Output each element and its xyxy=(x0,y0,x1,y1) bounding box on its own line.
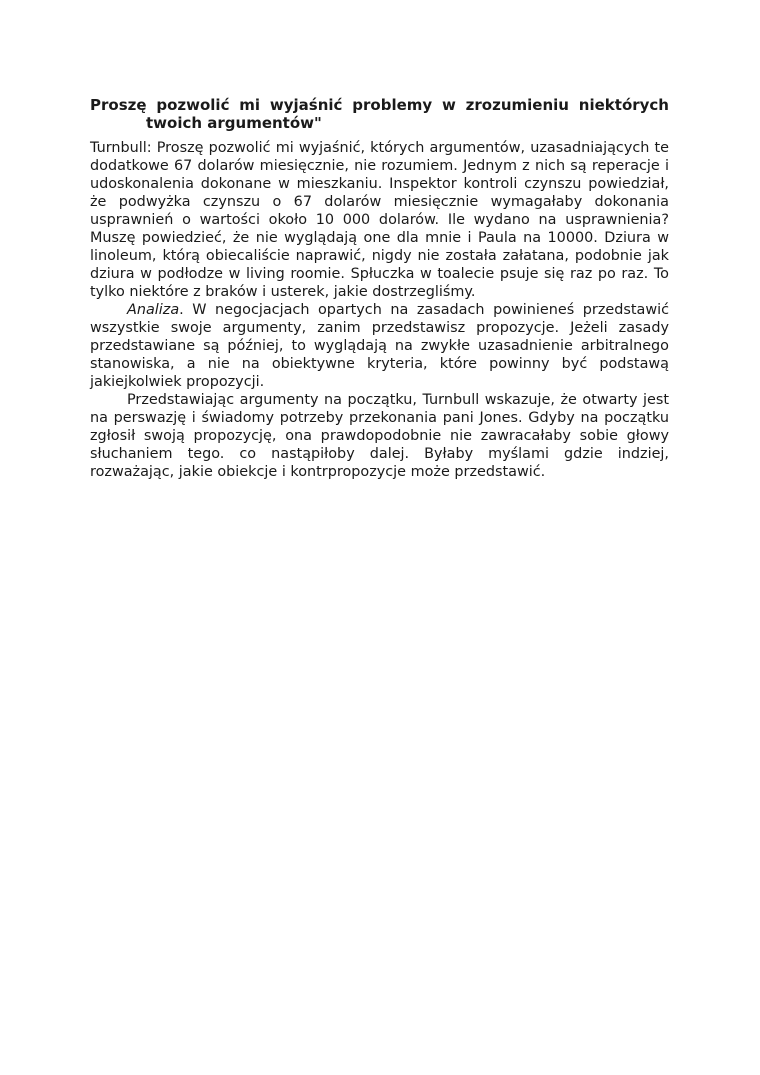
analiza-label: Analiza xyxy=(127,302,180,318)
document-title-line-1: Proszę pozwolić mi wyjaśnić problemy w zrozumieniu niektórych xyxy=(90,96,669,114)
analiza-text: . W negocjacjach opartych na zasadach powinieneś przedstawić wszystkie swoje argumenty, zanim przedstawisz propozycje. Jeżeli zasady przedstawiane są później, to wyglądają na zwykłe uzasadnienie arbitralnego stanowiska, a nie na obiektywne kryteria, które powinny być podstawą jakiejkolwiek propozycji. xyxy=(90,302,669,390)
document-title-line-2: twoich argumentów" xyxy=(146,114,322,132)
document-title xyxy=(90,96,669,132)
paragraph-conclusion: Przedstawiając argumenty na początku, Turnbull wskazuje, że otwarty jest na perswazję i świadomy potrzeby przekonania pani Jones. Gdyby na początku zgłosił swoją propozycję, ona prawdopodobnie nie zawracałaby sobie głowy słuchaniem tego. co nastąpiłoby dalej. Byłaby myślami gdzie indziej, rozważając, jakie obiekcje i kontrpropozycje może przedstawić. xyxy=(90,392,669,480)
paragraph-turnbull: Turnbull: Proszę pozwolić mi wyjaśnić, których argumentów, uzasadniających te dodatkowe 67 dolarów miesięcznie, nie rozumiem. Jednym z nich są reperacje i udoskonalenia dokonane w mieszkaniu. Inspektor kontroli czynszu powiedział, że podwyżka czynszu o 67 dolarów miesięcznie wymagałaby dokonania usprawnień o wartości około 10 000 dolarów. Ile wydano na usprawnienia? Muszę powiedzieć, że nie wyglądają one dla mnie i Paula na 10000. Dziura w linoleum, którą obiecaliście naprawić, nigdy nie została załatana, podobnie jak dziura w podłodze w living roomie. Spłuczka w toalecie psuje się raz po raz. To tylko niektóre z braków i usterek, jakie dostrzegliśmy. xyxy=(90,140,669,300)
document-body xyxy=(90,96,669,481)
paragraph-analiza xyxy=(90,301,669,391)
